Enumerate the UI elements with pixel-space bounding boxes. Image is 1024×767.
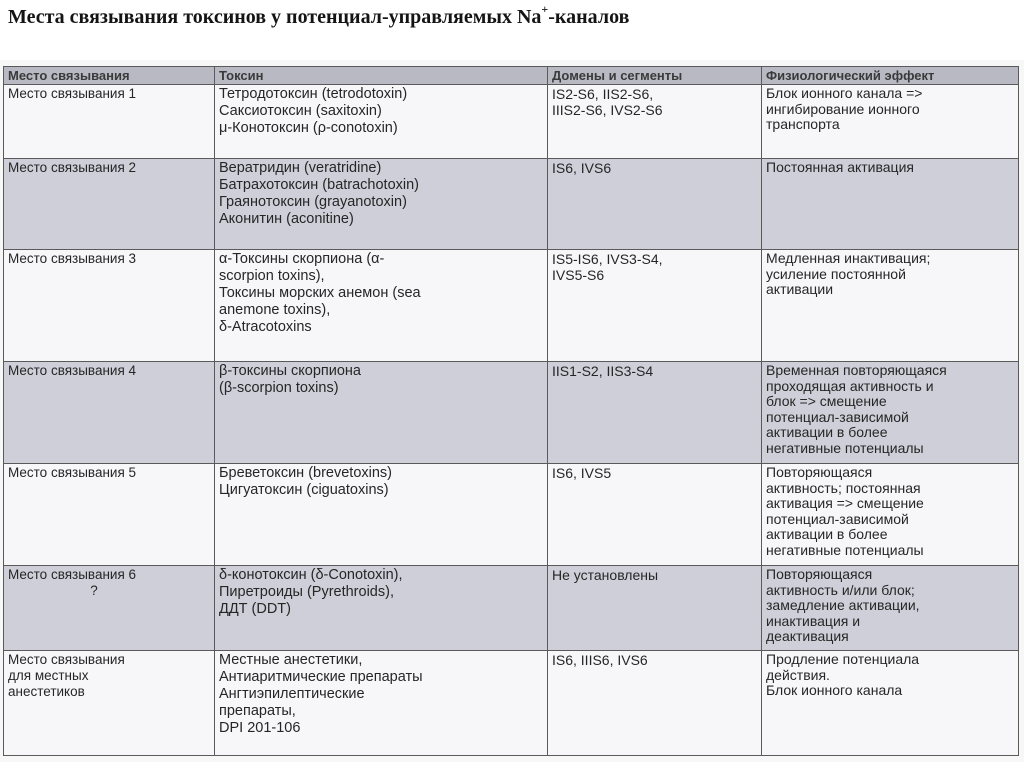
site-line: Место связывания 1 [8, 86, 137, 101]
toxin-line: Бреветоксин (brevetoxins) [219, 465, 393, 481]
site-line: Место связывания 5 [8, 465, 137, 480]
domain-line: IS6, IVS6 [552, 160, 612, 176]
effect-line: активации в более [766, 526, 888, 542]
effect-line: активации [766, 281, 834, 297]
toxin-cell [215, 85, 548, 159]
site-cell [4, 464, 215, 566]
toxin-line: β-токсины скорпиона [219, 363, 361, 379]
title-suffix: -каналов [548, 6, 630, 28]
effect-line: потенциал-зависимой [766, 408, 909, 425]
domain-line: IS5-IS6, IVS3-S4, [552, 251, 663, 267]
toxin-cell [215, 566, 548, 651]
toxin-line: δ-Atracotoxins [219, 319, 312, 335]
table-header-row [4, 67, 1019, 85]
effect-line: потенциал-зависимой [766, 510, 909, 527]
site-line: Место связывания 6 [8, 567, 137, 582]
effect-line: Блок ионного канала [766, 682, 903, 698]
toxin-line: Ангтиэпилептические [219, 686, 365, 702]
effect-line: Повторяющаяся [766, 566, 873, 582]
table-row [4, 651, 1019, 756]
effect-line: активации в более [766, 424, 888, 440]
domain-line: IS6, IIIS6, IVS6 [552, 652, 648, 668]
effect-line: ингибирование ионного [766, 100, 920, 117]
domain-line: IS2-S6, IIS2-S6, [552, 86, 654, 102]
table-row [4, 85, 1019, 159]
header-toxin: Токсин [215, 67, 548, 85]
effect-line: действия. [766, 666, 830, 683]
toxin-line: Цигуатоксин (ciguatoxins) [219, 482, 389, 498]
effect-line: негативные потенциалы [766, 439, 924, 456]
effect-line: инактивация и [766, 612, 861, 629]
effect-line: транспорта [766, 116, 840, 132]
title-superscript: + [541, 2, 549, 17]
site-cell [4, 651, 215, 756]
domain-line: IIS1-S2, IIS3-S4 [552, 363, 654, 379]
effect-line: усиление постоянной [766, 265, 906, 282]
effect-cell [762, 250, 1019, 362]
effect-line: Повторяющаяся [766, 464, 873, 480]
toxin-line: препараты, [219, 703, 296, 719]
binding-sites-table [3, 66, 1019, 756]
toxin-line: Вератридин (veratridine) [219, 160, 382, 176]
domain-cell [548, 159, 762, 250]
site-cell [4, 85, 215, 159]
site-line: Место связывания 2 [8, 160, 137, 175]
site-cell [4, 362, 215, 464]
domain-line: IVS5-S6 [552, 267, 605, 283]
table-row [4, 250, 1019, 362]
toxin-line: Местные анестетики, [219, 652, 363, 668]
effect-line: замедление активации, [766, 597, 920, 613]
toxin-line: Токсины морских анемон (sea [219, 285, 421, 301]
domain-cell [548, 85, 762, 159]
effect-line: активность и/или блок; [766, 581, 915, 598]
header-domains: Домены и сегменты [548, 67, 762, 85]
toxin-cell [215, 651, 548, 756]
toxin-line: Граянотоксин (grayanotoxin) [219, 194, 407, 210]
effect-line: проходящая активность и [766, 377, 934, 394]
toxin-line: Тетродотоксин (tetrodotoxin) [219, 86, 408, 102]
effect-line: деактивация [766, 628, 849, 644]
table-frame [0, 60, 1024, 762]
toxin-line: (β-scorpion toxins) [219, 380, 339, 396]
domain-line: IIIS2-S6, IVS2-S6 [552, 102, 663, 118]
effect-line: Постоянная активация [766, 159, 914, 175]
effect-line: негативные потенциалы [766, 541, 924, 558]
table-row [4, 362, 1019, 464]
table-row [4, 159, 1019, 250]
site-cell [4, 250, 215, 362]
site-line: анестетиков [8, 684, 85, 699]
header-effect: Физиологический эффект [762, 67, 1019, 85]
toxin-line: μ-Конотоксин (ρ-conotoxin) [219, 120, 398, 136]
toxin-line: α-Токсины скорпиона (α- [219, 251, 385, 267]
site-question-mark: ? [90, 583, 98, 598]
site-cell [4, 566, 215, 651]
toxin-line: Антиаритмические препараты [219, 669, 423, 685]
toxin-line: Саксиотоксин (saxitoxin) [219, 103, 382, 119]
domain-cell [548, 362, 762, 464]
effect-cell [762, 464, 1019, 566]
effect-line: Медленная инактивация; [766, 250, 931, 266]
toxin-line: ДДТ (DDT) [219, 601, 291, 617]
slide-title [8, 4, 1008, 30]
effect-line: блок => смещение [766, 393, 887, 409]
toxin-line: scorpion toxins), [219, 268, 325, 284]
effect-line: Блок ионного канала => [766, 85, 923, 101]
site-line: для местных [8, 668, 89, 683]
effect-cell [762, 362, 1019, 464]
toxin-line: δ-конотоксин (δ-Conotoxin), [219, 567, 403, 583]
site-line: Место связывания [8, 652, 125, 667]
toxin-cell [215, 464, 548, 566]
table-row [4, 464, 1019, 566]
toxin-cell [215, 159, 548, 250]
effect-line: Продление потенциала [766, 651, 920, 667]
effect-line: Временная повторяющаяся [766, 362, 947, 378]
effect-cell [762, 85, 1019, 159]
site-line: Место связывания 4 [8, 363, 137, 378]
toxin-line: DPI 201-106 [219, 720, 301, 736]
domain-cell [548, 250, 762, 362]
effect-line: активность; постоянная [766, 479, 921, 496]
toxin-line: Батрахотоксин (batrachotoxin) [219, 177, 420, 193]
header-site: Место связывания [4, 67, 215, 85]
domain-line: Не установлены [552, 567, 659, 583]
toxin-line: Аконитин (aconitine) [219, 211, 354, 227]
toxin-cell [215, 250, 548, 362]
effect-cell [762, 566, 1019, 651]
effect-cell [762, 159, 1019, 250]
toxin-cell [215, 362, 548, 464]
title-prefix: Места связывания токсинов у потенциал-управляемых Na [8, 6, 542, 28]
domain-cell [548, 464, 762, 566]
domain-cell [548, 566, 762, 651]
domain-cell [548, 651, 762, 756]
toxin-line: anemone toxins), [219, 302, 331, 318]
table-row [4, 566, 1019, 651]
domain-line: IS6, IVS5 [552, 465, 612, 481]
effect-cell [762, 651, 1019, 756]
site-cell [4, 159, 215, 250]
site-line: Место связывания 3 [8, 251, 137, 266]
effect-line: активация => смещение [766, 495, 924, 511]
toxin-line: Пиретроиды (Pyrethroids), [219, 584, 394, 600]
